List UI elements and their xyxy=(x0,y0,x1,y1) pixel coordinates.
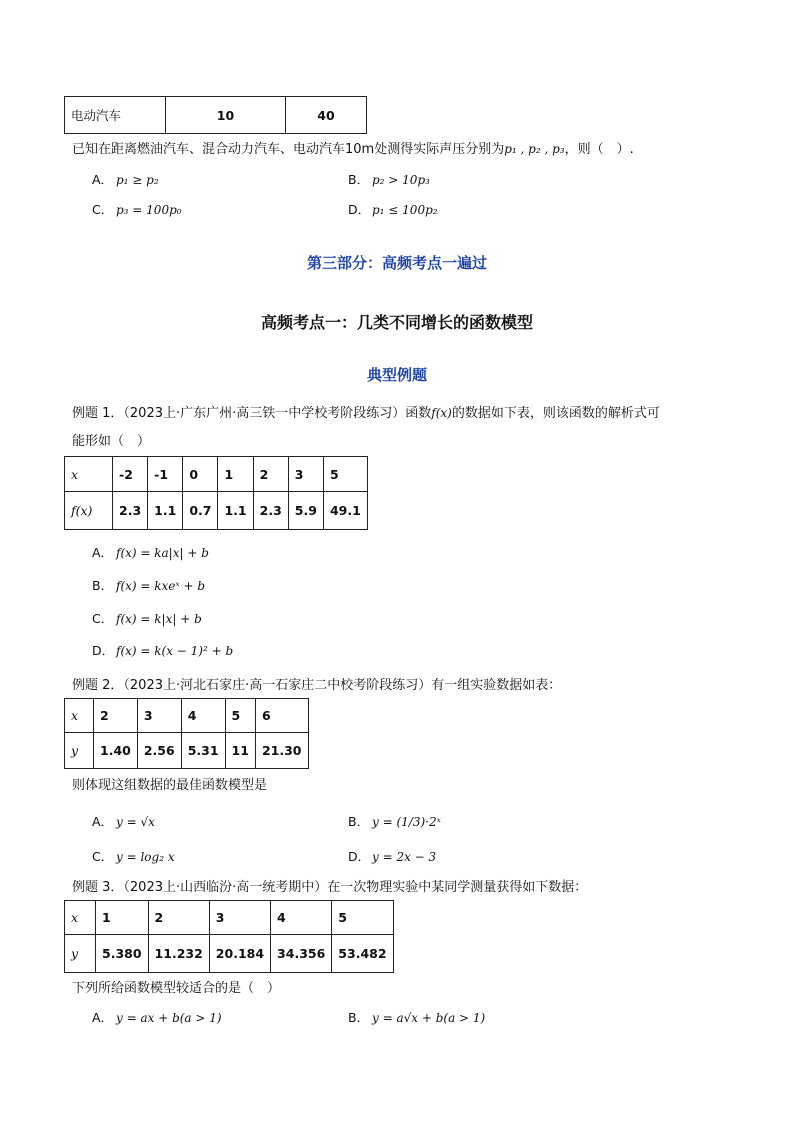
example-2-after: 则体现这组数据的最佳函数模型是 xyxy=(72,778,268,793)
example-1-line2: 能形如（ ） xyxy=(72,434,151,449)
example-1-option-c: C． f(x) = k|x| + b xyxy=(92,611,202,626)
example-1-option-a: A． f(x) = ka|x| + b xyxy=(92,545,209,560)
intro-question xyxy=(72,138,634,157)
example-2-table: x 2 3 4 5 6 y 1.40 2.56 5.31 11 21.30 xyxy=(64,698,309,769)
example-1-option-d: D． f(x) = k(x − 1)² + b xyxy=(92,643,234,658)
example-3-table: x 1 2 3 4 5 y 5.380 11.232 20.184 34.356 53.482 xyxy=(64,900,394,973)
top-table xyxy=(64,96,367,134)
option-b: B． p₂ > 10p₃ xyxy=(348,172,430,187)
example-2-lead: 例题 2．（2023上·河北石家庄·高一石家庄二中校考阶段练习）有一组实验数据如表： xyxy=(72,678,562,693)
option-a: A． p₁ ≥ p₂ xyxy=(92,172,159,187)
example-2-option-d: D． y = 2x − 3 xyxy=(348,849,437,864)
example-2-option-c: C． y = log₂ x xyxy=(92,849,175,864)
top-table-cell: 电动汽车 xyxy=(65,97,166,134)
part-title: 第三部分：高频考点一遍过 xyxy=(306,254,487,272)
example-1-table: x -2 -1 0 1 2 3 5 f(x) 2.3 1.1 0.7 1.1 2.3 5.9 49.1 xyxy=(64,456,368,530)
example-3-lead: 例题 3．（2023上·山西临汾·高一统考期中）在一次物理实验中某同学测量获得如下数据： xyxy=(72,880,588,895)
option-c: C． p₃ = 100p₀ xyxy=(92,202,182,217)
example-2-option-b: B． y = (1/3)·2ˣ xyxy=(348,814,441,829)
example-1-lead: 例题 1．（2023上·广东广州·高三铁一中学校考阶段练习）函数f(x)的数据如下表，则该函数的解析式可 xyxy=(72,406,660,421)
intro-tail: ，则（ ）. xyxy=(564,142,634,157)
point-title: 高频考点一：几类不同增长的函数模型 xyxy=(260,313,533,332)
top-table-cell: 40 xyxy=(286,97,367,134)
intro-text: 已知在距离燃油汽车、混合动力汽车、电动汽车10m处测得实际声压分别为 xyxy=(72,142,505,157)
examples-title: 典型例题 xyxy=(366,366,427,384)
example-3-after: 下列所给函数模型较适合的是（ ） xyxy=(72,981,281,996)
intro-vars: p₁ , p₂ , p₃ xyxy=(504,142,565,156)
example-3-option-b: B． y = a√x + b(a > 1) xyxy=(348,1010,486,1025)
option-d: D． p₁ ≤ 100p₂ xyxy=(348,202,438,217)
top-table-cell: 10 xyxy=(166,97,286,134)
example-2-option-a: A． y = √x xyxy=(92,814,155,829)
example-1-option-b: B． f(x) = kxeˣ + b xyxy=(92,578,206,593)
example-3-option-a: A． y = ax + b(a > 1) xyxy=(92,1010,222,1025)
